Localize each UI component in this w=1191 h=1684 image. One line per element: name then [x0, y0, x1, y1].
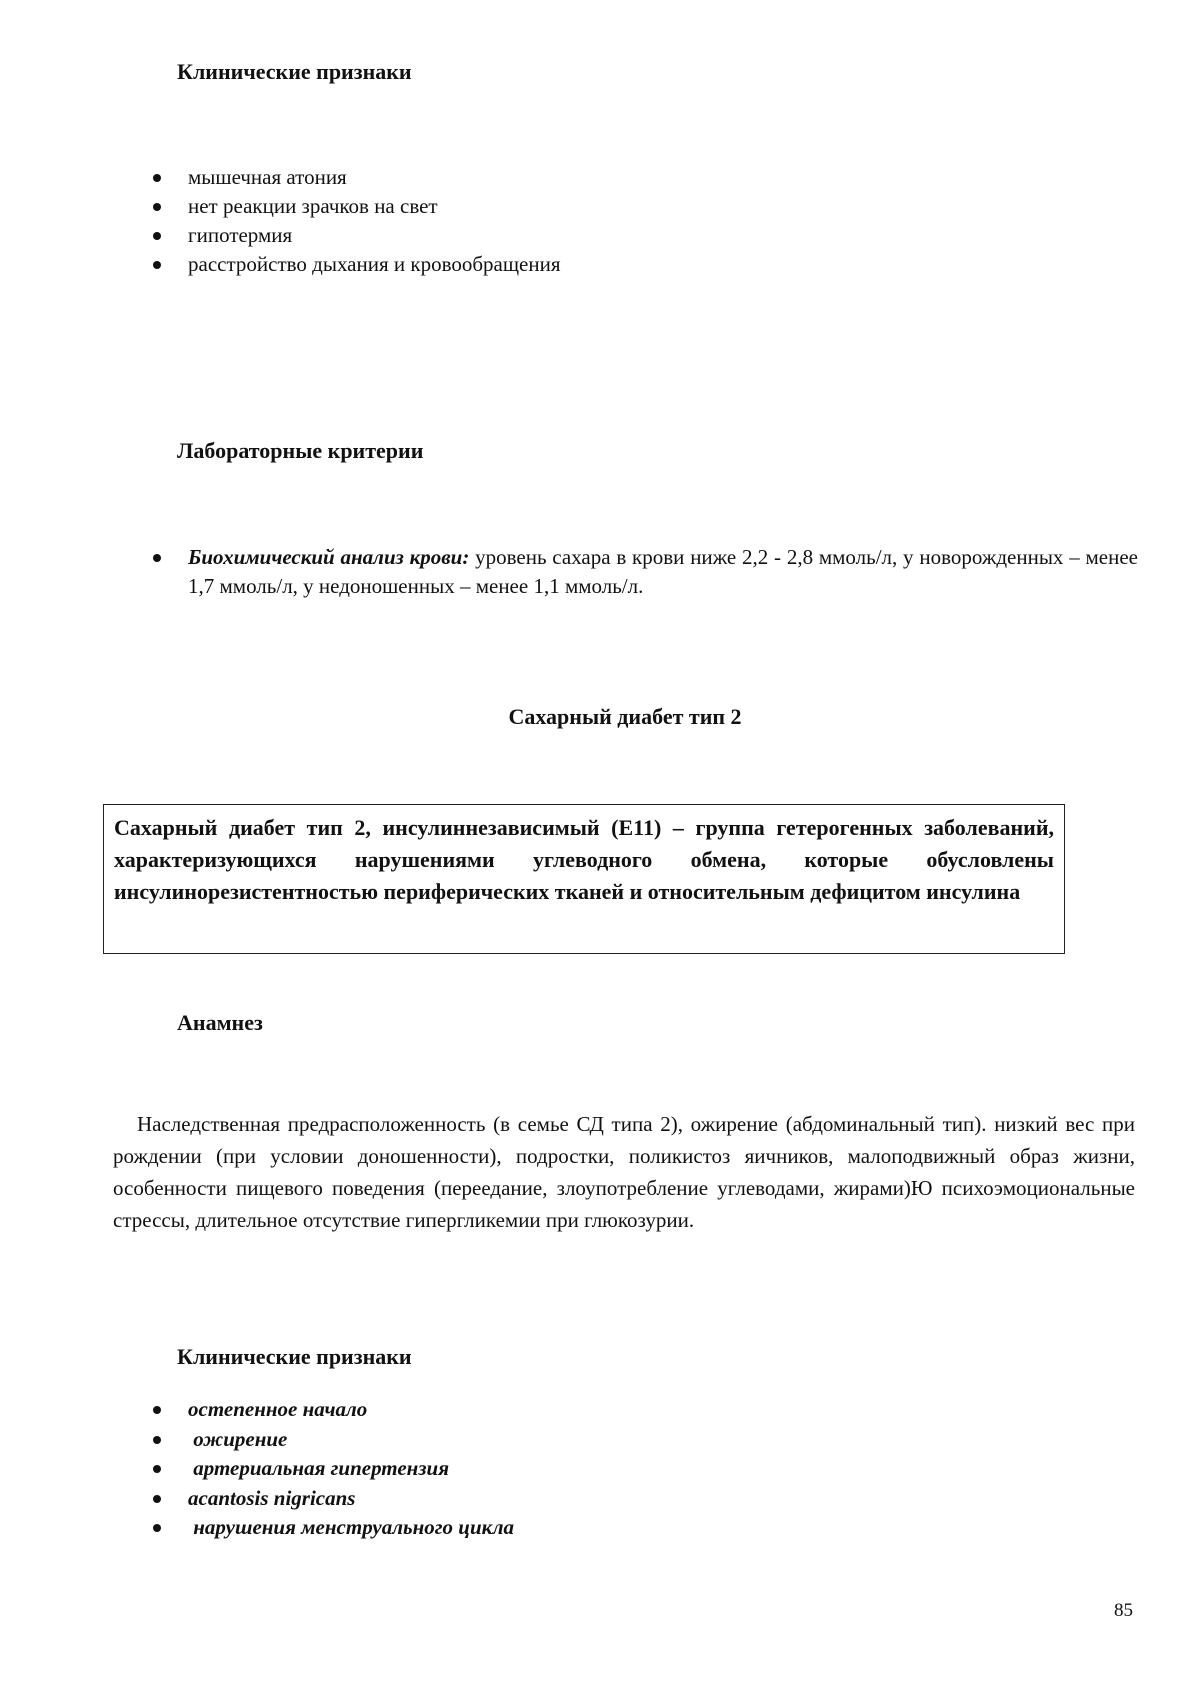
- list-item: нарушения менструального цикла: [153, 1513, 953, 1543]
- bullet-icon: [153, 261, 161, 269]
- section-heading-lab-criteria: Лабораторные критерии: [177, 438, 424, 463]
- bullet-icon: [153, 232, 161, 240]
- bullet-icon: [153, 1406, 161, 1414]
- list-item: гипотермия: [153, 221, 853, 250]
- page-number: 85: [1114, 1600, 1133, 1621]
- bullet-icon: [153, 1495, 161, 1503]
- section-heading-anamnesis: Анамнез: [177, 1010, 263, 1035]
- list-item: нет реакции зрачков на свет: [153, 192, 853, 221]
- lab-item-text: уровень сахара в крови ниже 2,2 - 2,8 ммоль/л, у новорожденных – менее 1,7 ммоль/л, у недоношенных – менее 1,1 ммоль/л.: [188, 545, 1138, 598]
- section-heading-clinical-signs-2: Клинические признаки: [177, 1344, 412, 1369]
- bullet-icon: [153, 1524, 161, 1532]
- bullet-icon: [153, 203, 161, 211]
- list-item: остепенное начало: [153, 1395, 953, 1425]
- list-item: мышечная атония: [153, 163, 853, 192]
- section-title-diabetes-type-2: Сахарный диабет тип 2: [508, 704, 742, 729]
- list-item: acantosis nigricans: [153, 1484, 953, 1514]
- lab-criteria-list: [153, 543, 1138, 601]
- list-item: артериальная гипертензия: [153, 1454, 953, 1484]
- bullet-icon: [153, 1465, 161, 1473]
- list-item: ожирение: [153, 1425, 953, 1455]
- section-heading-clinical-signs: Клинические признаки: [177, 59, 412, 84]
- anamnesis-paragraph: Наследственная предрасположенность (в семье СД типа 2), ожирение (абдоминальный тип). низкий вес при рождении (при условии доношенности), подростки, поликистоз яичников, малоподвижный образ жизни, особенности пищевого поведения (переедание, злоупотребление углеводами, жирами)Ю психоэмоциональные стрессы, длительное отсутствие гипергликемии при глюкозурии.: [113, 1112, 1135, 1232]
- bullet-icon: [153, 1436, 161, 1444]
- lab-item-label: Биохимический анализ крови:: [188, 545, 470, 569]
- bullet-icon: [153, 554, 161, 562]
- list-item: [153, 543, 1138, 601]
- list-item: расстройство дыхания и кровообращения: [153, 250, 853, 279]
- clinical-signs-list: [153, 163, 853, 279]
- definition-box: Сахарный диабет тип 2, инсулиннезависимый (Е11) – группа гетерогенных заболеваний, характеризующихся нарушениями углеводного обмена, которые обусловлены инсулинорезистентностью периферических тканей и относительным дефицитом инсулина: [103, 804, 1065, 954]
- bullet-icon: [153, 174, 161, 182]
- clinical-signs-list-2: [153, 1395, 953, 1543]
